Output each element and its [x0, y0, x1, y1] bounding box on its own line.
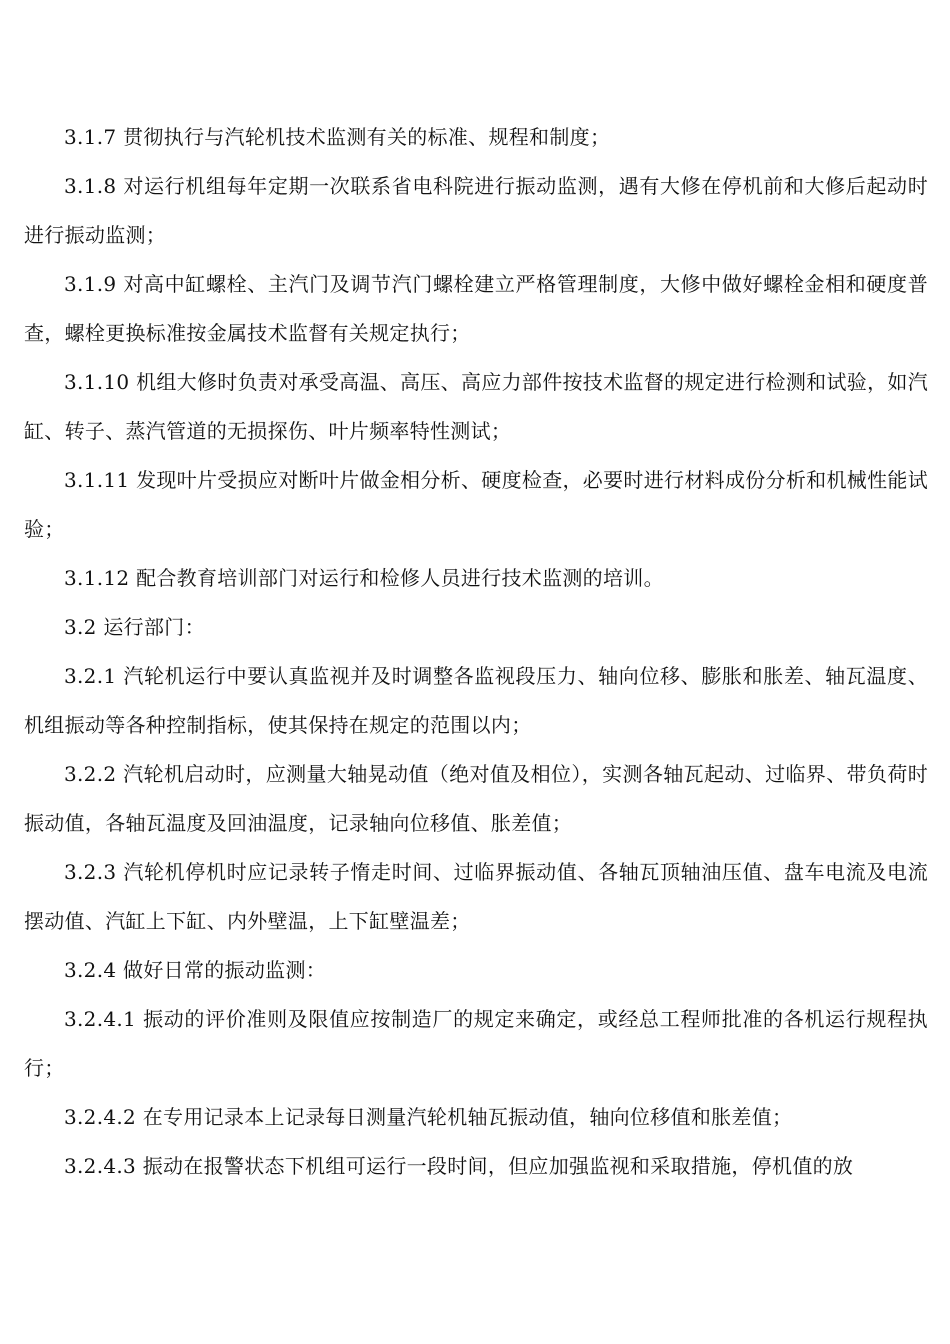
paragraph-3-1-12: 3.1.12 配合教育培训部门对运行和检修人员进行技术监测的培训。	[64, 566, 664, 590]
paragraph-3-2-1: 3.2.1 汽轮机运行中要认真监视并及时调整各监视段压力、轴向位移、膨胀和胀差、轴瓦温度、机组振动等各种控制指标，使其保持在规定的范围以内；	[24, 664, 928, 737]
paragraph-3-2-4: 3.2.4 做好日常的振动监测：	[64, 958, 327, 982]
paragraph-3-1-9: 3.1.9 对高中缸螺栓、主汽门及调节汽门螺栓建立严格管理制度，大修中做好螺栓金相和硬度普查，螺栓更换标准按金属技术监督有关规定执行；	[24, 272, 928, 345]
paragraph-3-1-10: 3.1.10 机组大修时负责对承受高温、高压、高应力部件按技术监督的规定进行检测和试验，如汽缸、转子、蒸汽管道的无损探伤、叶片频率特性测试；	[24, 370, 928, 443]
paragraph-3-2-4-1: 3.2.4.1 振动的评价准则及限值应按制造厂的规定来确定，或经总工程师批准的各机运行规程执行；	[24, 1007, 928, 1080]
paragraph-3-2-2: 3.2.2 汽轮机启动时，应测量大轴晃动值（绝对值及相位），实测各轴瓦起动、过临界、带负荷时振动值，各轴瓦温度及回油温度，记录轴向位移值、胀差值；	[24, 762, 928, 835]
paragraph-3-2-4-2: 3.2.4.2 在专用记录本上记录每日测量汽轮机轴瓦振动值，轴向位移值和胀差值；	[64, 1105, 793, 1129]
paragraph-3-1-11: 3.1.11 发现叶片受损应对断叶片做金相分析、硬度检查，必要时进行材料成份分析和机械性能试验；	[24, 468, 928, 541]
document-body	[24, 113, 928, 1191]
section-heading-3-2: 3.2 运行部门：	[64, 615, 205, 639]
paragraph-3-1-7: 3.1.7 贯彻执行与汽轮机技术监测有关的标准、规程和制度；	[64, 125, 611, 149]
paragraph-3-2-4-3: 3.2.4.3 振动在报警状态下机组可运行一段时间，但应加强监视和采取措施，停机值的放	[64, 1154, 854, 1178]
paragraph-3-1-8: 3.1.8 对运行机组每年定期一次联系省电科院进行振动监测，遇有大修在停机前和大修后起动时进行振动监测；	[24, 174, 928, 247]
paragraph-3-2-3: 3.2.3 汽轮机停机时应记录转子惰走时间、过临界振动值、各轴瓦顶轴油压值、盘车电流及电流摆动值、汽缸上下缸、内外壁温，上下缸壁温差；	[24, 860, 928, 933]
